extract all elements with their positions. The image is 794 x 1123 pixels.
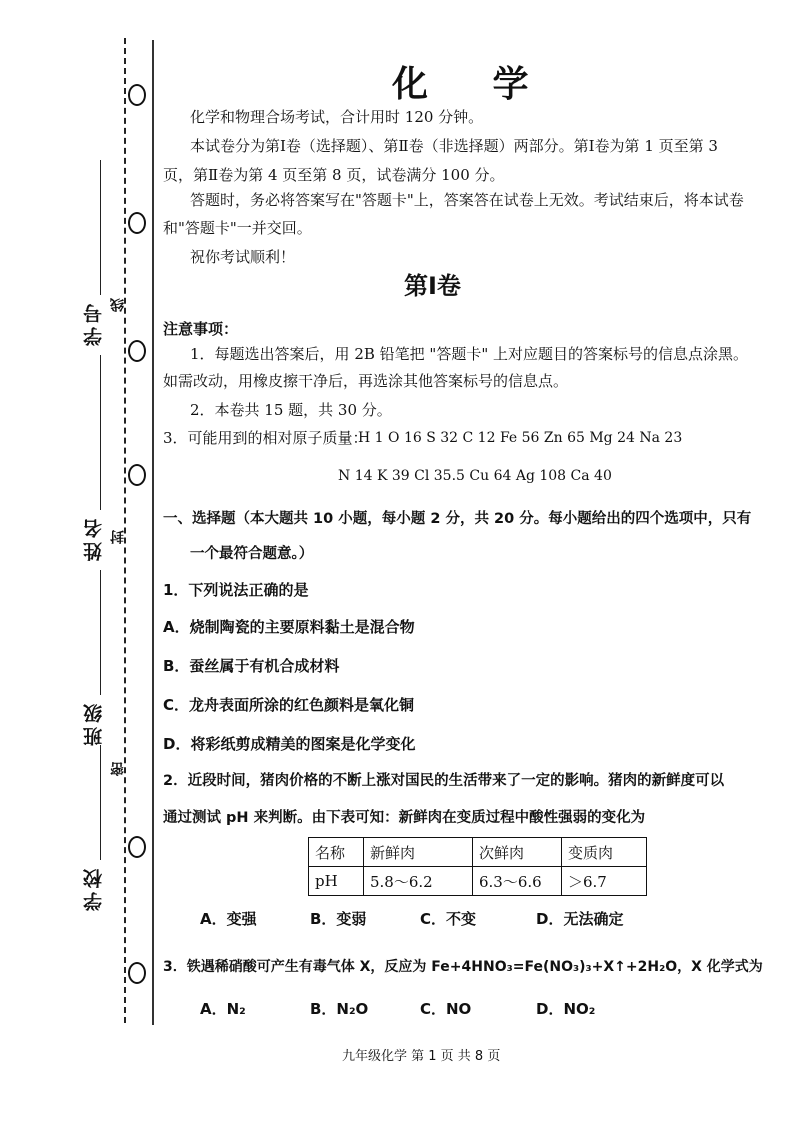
- binding-hole: [128, 84, 146, 106]
- answer-option: A．烧制陶瓷的主要原料黏土是混合物: [163, 618, 415, 636]
- note-line: 3．可能用到的相对原子质量：: [163, 429, 368, 447]
- answer-option: B．变弱: [310, 910, 367, 928]
- notes-heading: 注意事项：: [163, 320, 239, 338]
- student-name-label: 姓名: [83, 515, 105, 561]
- intro-line: 和"答题卡"一并交回。: [163, 219, 312, 237]
- section-heading: 一个最符合题意。）: [190, 546, 314, 562]
- table-cell: 次鲜肉: [473, 838, 562, 867]
- answer-option: C．NO: [420, 1000, 472, 1018]
- answer-option: C．龙舟表面所涂的红色颜料是氧化铜: [163, 696, 415, 714]
- binding-line-solid: [152, 40, 154, 1025]
- note-line: 1．每题选出答案后，用 2B 铅笔把 "答题卡" 上对应题目的答案标号的信息点涂黑。: [190, 345, 748, 363]
- intro-line: 本试卷分为第Ⅰ卷（选择题）、第Ⅱ卷（非选择题）两部分。第Ⅰ卷为第 1 页至第 3: [190, 137, 718, 155]
- table-cell: ＞6.7: [562, 867, 647, 896]
- q3-equation: Fe+4HNO₃=Fe(NO₃)₃+X↑+2H₂O: [431, 959, 678, 975]
- page-footer: 九年级化学 第 1 页 共 8 页: [342, 1049, 501, 1064]
- answer-option: B．蚕丝属于有机合成材料: [163, 657, 340, 675]
- question-stem: 通过测试 pH 来判断。由下表可知：新鲜肉在变质过程中酸性强弱的变化为: [163, 810, 646, 826]
- school-blank: [100, 745, 101, 860]
- intro-line: 页，第Ⅱ卷为第 4 页至第 8 页，试卷满分 100 分。: [163, 166, 505, 184]
- answer-option: A．N₂: [200, 1000, 246, 1018]
- seal-line-mark: 线: [110, 298, 126, 312]
- table-cell: pH: [309, 867, 364, 896]
- class-blank: [100, 570, 101, 695]
- intro-line: 祝你考试顺利！: [190, 248, 296, 266]
- intro-line: 答题时，务必将答案写在"答题卡"上，答案答在试卷上无效。考试结束后，将本试卷: [190, 191, 744, 209]
- question-stem: 2．近段时间，猪肉价格的不断上涨对国民的生活带来了一定的影响。猪肉的新鲜度可以: [163, 773, 725, 789]
- binding-hole: [128, 836, 146, 858]
- table-cell: 新鲜肉: [364, 838, 473, 867]
- class-label: 班级: [83, 700, 105, 746]
- table-row: [309, 838, 647, 867]
- table-cell: 名称: [309, 838, 364, 867]
- answer-option: D．NO₂: [536, 1000, 596, 1018]
- atomic-masses-row: N 14 K 39 Cl 35.5 Cu 64 Ag 108 Ca 40: [338, 468, 612, 484]
- answer-option: B．N₂O: [310, 1000, 369, 1018]
- answer-option: C．不变: [420, 910, 477, 928]
- table-cell: 6.3～6.6: [473, 867, 562, 896]
- student-name-blank: [100, 355, 101, 510]
- student-id-blank: [100, 160, 101, 295]
- answer-option: D．无法确定: [536, 910, 624, 928]
- note-line: 2．本卷共 15 题，共 30 分。: [190, 401, 392, 419]
- intro-line: 化学和物理合场考试，合计用时 120 分钟。: [190, 108, 484, 126]
- atomic-masses-row: H 1 O 16 S 32 C 12 Fe 56 Zn 65 Mg 24 Na 23: [358, 430, 683, 446]
- exam-title: 化 学: [392, 64, 555, 105]
- q3-stem-pre: 3．铁遇稀硝酸可产生有毒气体 X，反应为: [163, 959, 432, 975]
- answer-option: A．变强: [200, 910, 257, 928]
- question-stem: 1．下列说法正确的是: [163, 581, 309, 599]
- table-cell: 5.8～6.2: [364, 867, 473, 896]
- q3-stem-post: ，X 化学式为: [677, 959, 763, 975]
- seal-seal-mark: 封: [110, 530, 126, 544]
- ph-table: [308, 837, 647, 896]
- binding-hole: [128, 464, 146, 486]
- section-heading: 一、选择题（本大题共 10 小题，每小题 2 分，共 20 分。每小题给出的四个选项中，只有: [163, 511, 752, 527]
- table-row: [309, 867, 647, 896]
- school-label: 学校: [83, 865, 105, 911]
- binding-hole: [128, 340, 146, 362]
- note-line: 如需改动，用橡皮擦干净后，再选涂其他答案标号的信息点。: [163, 372, 569, 390]
- seal-secret-mark: 密: [110, 762, 126, 776]
- binding-hole: [128, 212, 146, 234]
- student-id-label: 学号: [83, 300, 105, 346]
- binding-hole: [128, 962, 146, 984]
- part-title: 第Ⅰ卷: [404, 272, 461, 300]
- question-stem: [163, 953, 763, 982]
- answer-option: D．将彩纸剪成精美的图案是化学变化: [163, 735, 416, 753]
- table-cell: 变质肉: [562, 838, 647, 867]
